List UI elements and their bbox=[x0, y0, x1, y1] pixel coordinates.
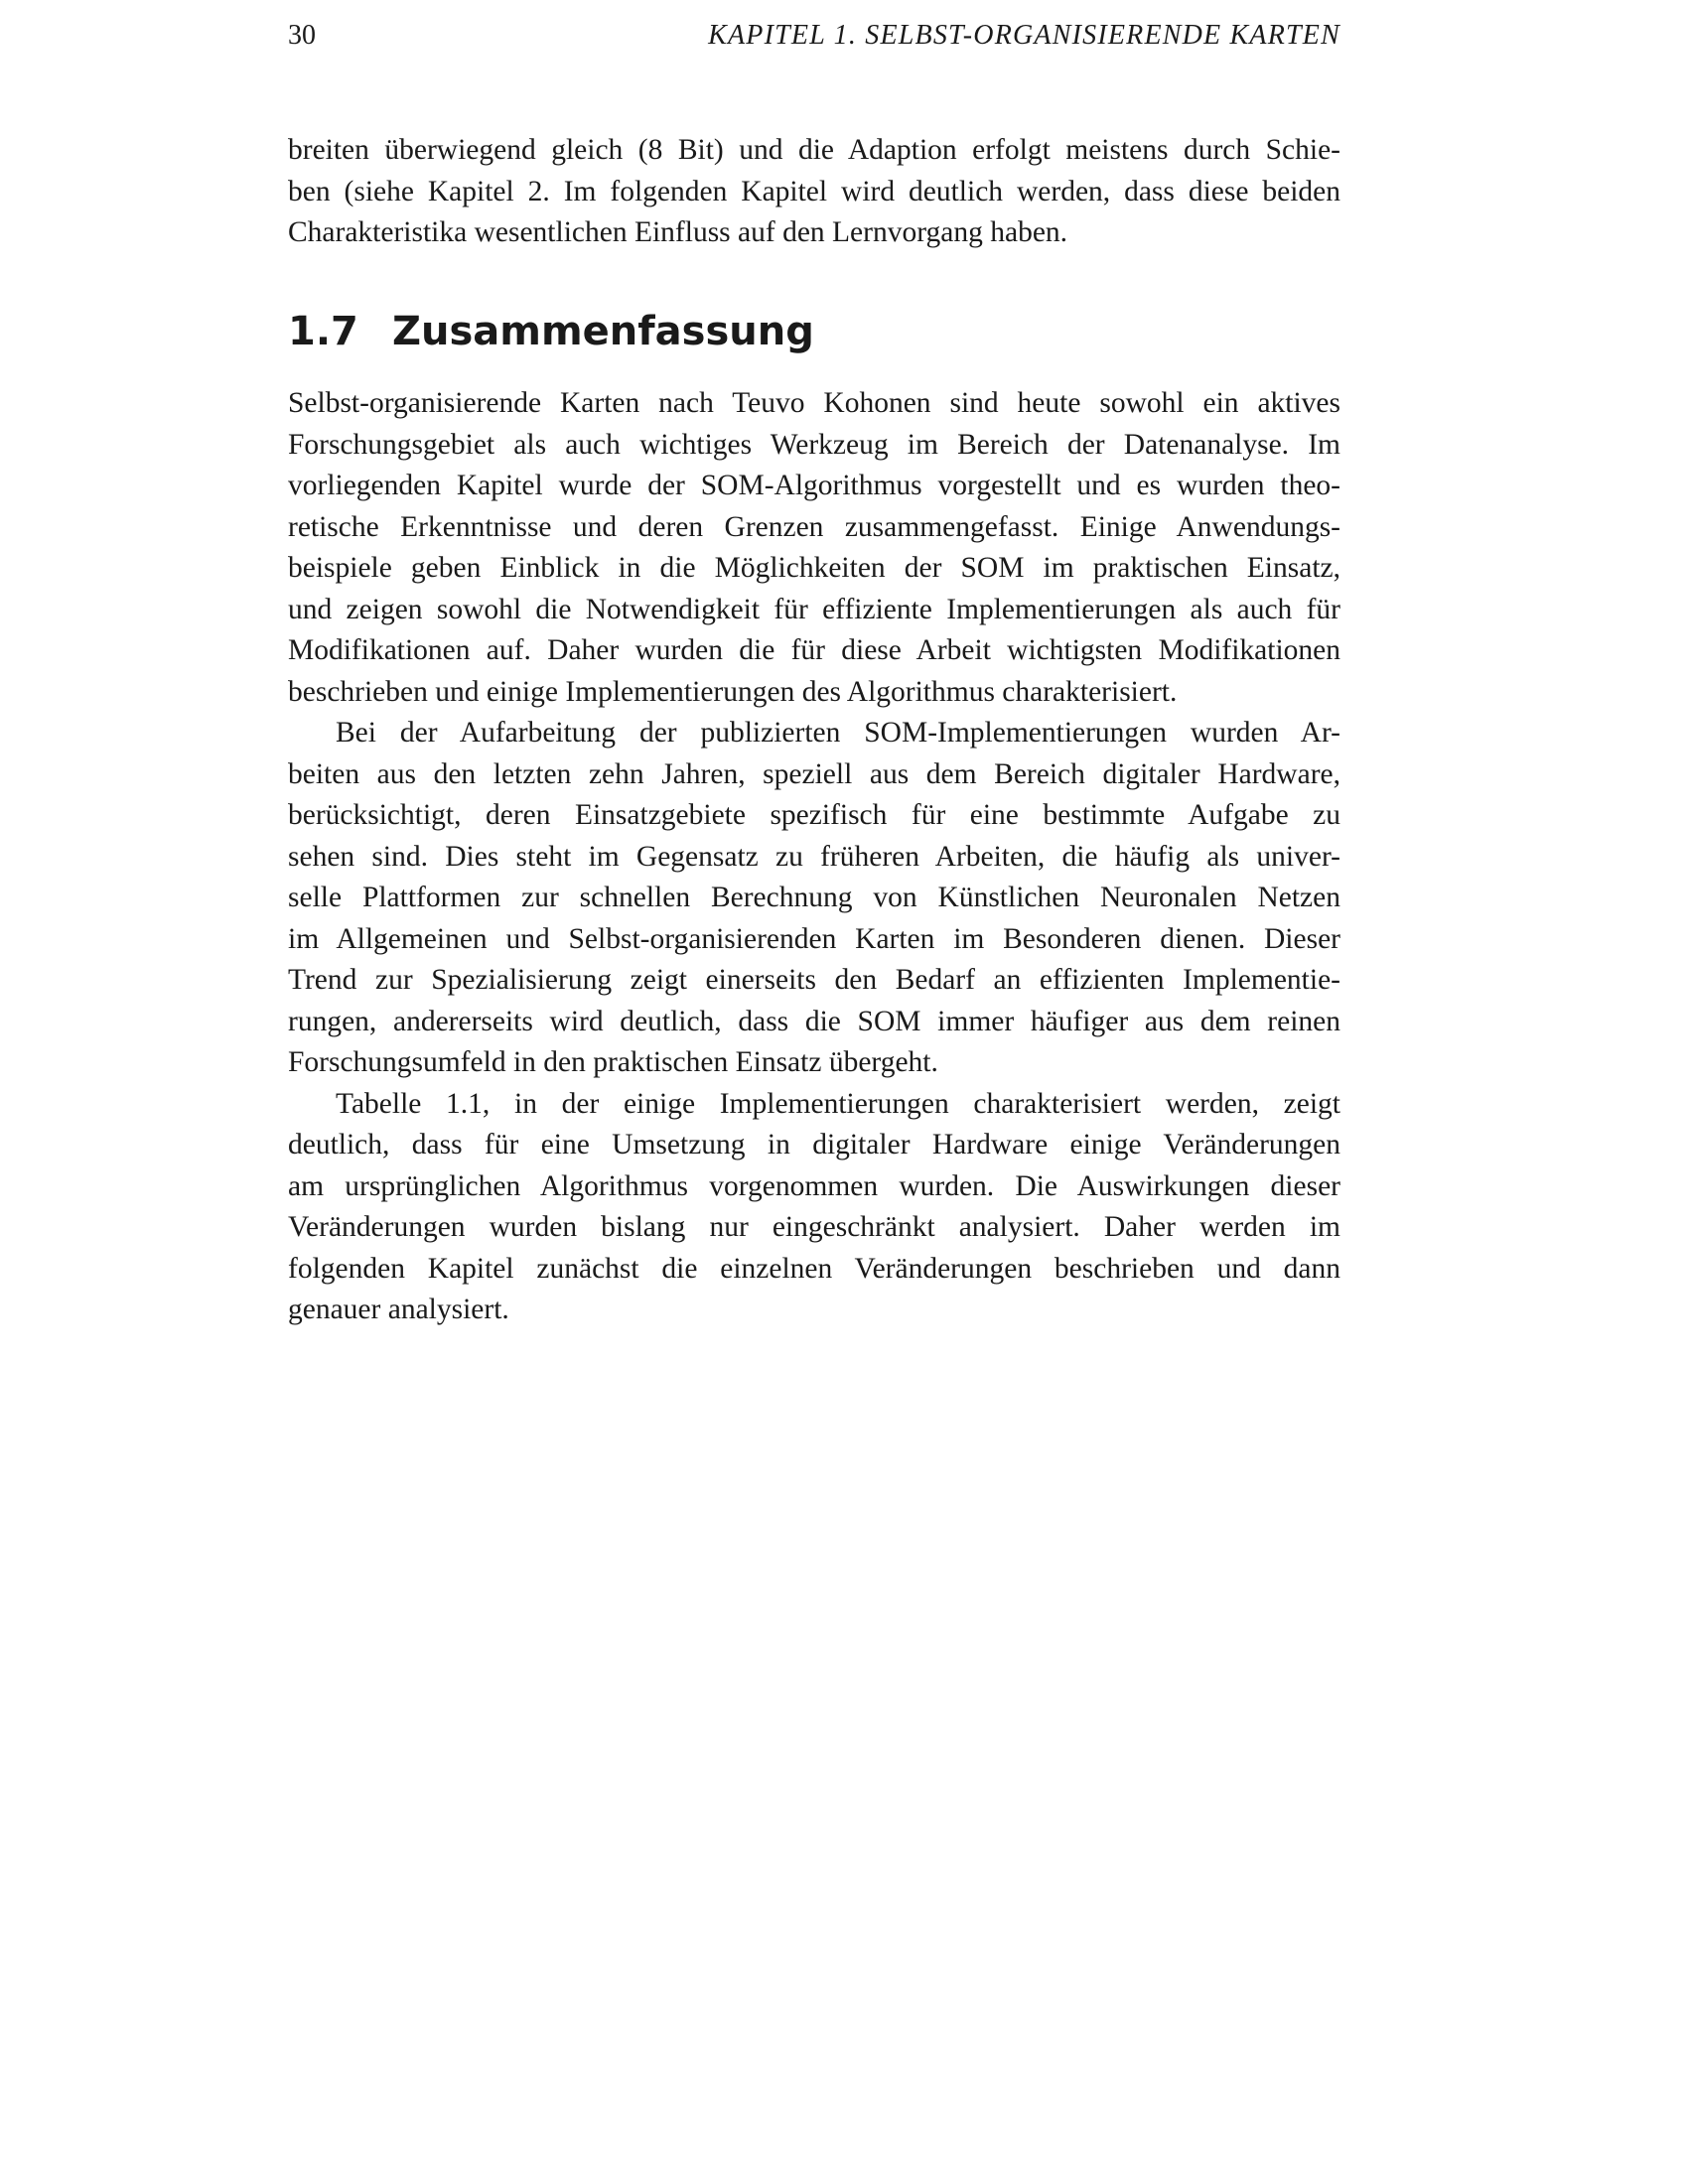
text-line: ben (siehe Kapitel 2. Im folgenden Kapitel wird deutlich werden, dass diese beiden bbox=[288, 175, 1340, 207]
text-line: genauer analysiert. bbox=[288, 1294, 509, 1325]
paragraph bbox=[288, 1084, 1340, 1331]
text-line: Forschungsgebiet als auch wichtiges Werkzeug im Bereich der Datenanalyse. Im bbox=[288, 428, 1340, 461]
section-number: 1.7 bbox=[288, 309, 358, 354]
text-line: sehen sind. Dies steht im Gegensatz zu früheren Arbeiten, die häufig als univer- bbox=[288, 840, 1340, 873]
continuation-paragraph bbox=[288, 130, 1340, 254]
text-line: beiten aus den letzten zehn Jahren, speziell aus dem Bereich digitaler Hardware, bbox=[288, 757, 1340, 790]
text-line: Forschungsumfeld in den praktischen Einsatz übergeht. bbox=[288, 1046, 938, 1078]
text-line: im Allgemeinen und Selbst-organisierenden Karten im Besonderen dienen. Dieser bbox=[288, 922, 1340, 955]
text-line: retische Erkenntnisse und deren Grenzen zusammengefasst. Einige Anwendungs- bbox=[288, 510, 1340, 543]
paragraph bbox=[288, 713, 1340, 1084]
summary-body bbox=[288, 383, 1340, 1331]
text-line: berücksichtigt, deren Einsatzgebiete spezifisch für eine bestimmte Aufgabe zu bbox=[288, 799, 1340, 831]
section-heading bbox=[288, 304, 814, 359]
running-header bbox=[288, 14, 1340, 58]
chapter-title: KAPITEL 1. SELBST-ORGANISIERENDE KARTEN bbox=[708, 20, 1340, 51]
text-line: Selbst-organisierende Karten nach Teuvo Kohonen sind heute sowohl ein aktives bbox=[288, 387, 1340, 419]
paragraph bbox=[288, 383, 1340, 713]
text-line: Trend zur Spezialisierung zeigt einerseits den Bedarf an effizienten Implementie- bbox=[288, 964, 1340, 996]
text-line: deutlich, dass für eine Umsetzung in digitaler Hardware einige Veränderungen bbox=[288, 1129, 1340, 1160]
text-line: Veränderungen wurden bislang nur eingeschränkt analysiert. Daher werden im bbox=[288, 1211, 1340, 1243]
text-line: Bei der Aufarbeitung der publizierten SOM-Implementierungen wurden Ar- bbox=[336, 717, 1340, 749]
text-line: Charakteristika wesentlichen Einfluss auf den Lernvorgang haben. bbox=[288, 216, 1068, 248]
text-line: rungen, andererseits wird deutlich, dass die SOM immer häufiger aus dem reinen bbox=[288, 1005, 1340, 1037]
text-line: vorliegenden Kapitel wurde der SOM-Algorithmus vorgestellt und es wurden theo- bbox=[288, 470, 1340, 501]
text-line: und zeigen sowohl die Notwendigkeit für effiziente Implementierungen als auch für bbox=[288, 593, 1340, 625]
text-line: Tabelle 1.1, in der einige Implementierungen charakterisiert werden, zeigt bbox=[336, 1087, 1340, 1120]
text-line: beispiele geben Einblick in die Möglichkeiten der SOM im praktischen Einsatz, bbox=[288, 552, 1340, 584]
text-line: selle Plattformen zur schnellen Berechnung von Künstlichen Neuronalen Netzen bbox=[288, 882, 1340, 913]
page-number: 30 bbox=[288, 20, 316, 51]
text-line: Modifikationen auf. Daher wurden die für diese Arbeit wichtigsten Modifikationen bbox=[288, 634, 1340, 666]
text-line: beschrieben und einige Implementierungen des Algorithmus charakterisiert. bbox=[288, 675, 1178, 708]
text-line: am ursprünglichen Algorithmus vorgenommen wurden. Die Auswirkungen dieser bbox=[288, 1169, 1340, 1202]
text-line: breiten überwiegend gleich (8 Bit) und die Adaption erfolgt meistens durch Schie- bbox=[288, 134, 1340, 166]
section-title: Zusammenfassung bbox=[392, 309, 814, 354]
text-line: folgenden Kapitel zunächst die einzelnen Veränderungen beschrieben und dann bbox=[288, 1252, 1340, 1285]
